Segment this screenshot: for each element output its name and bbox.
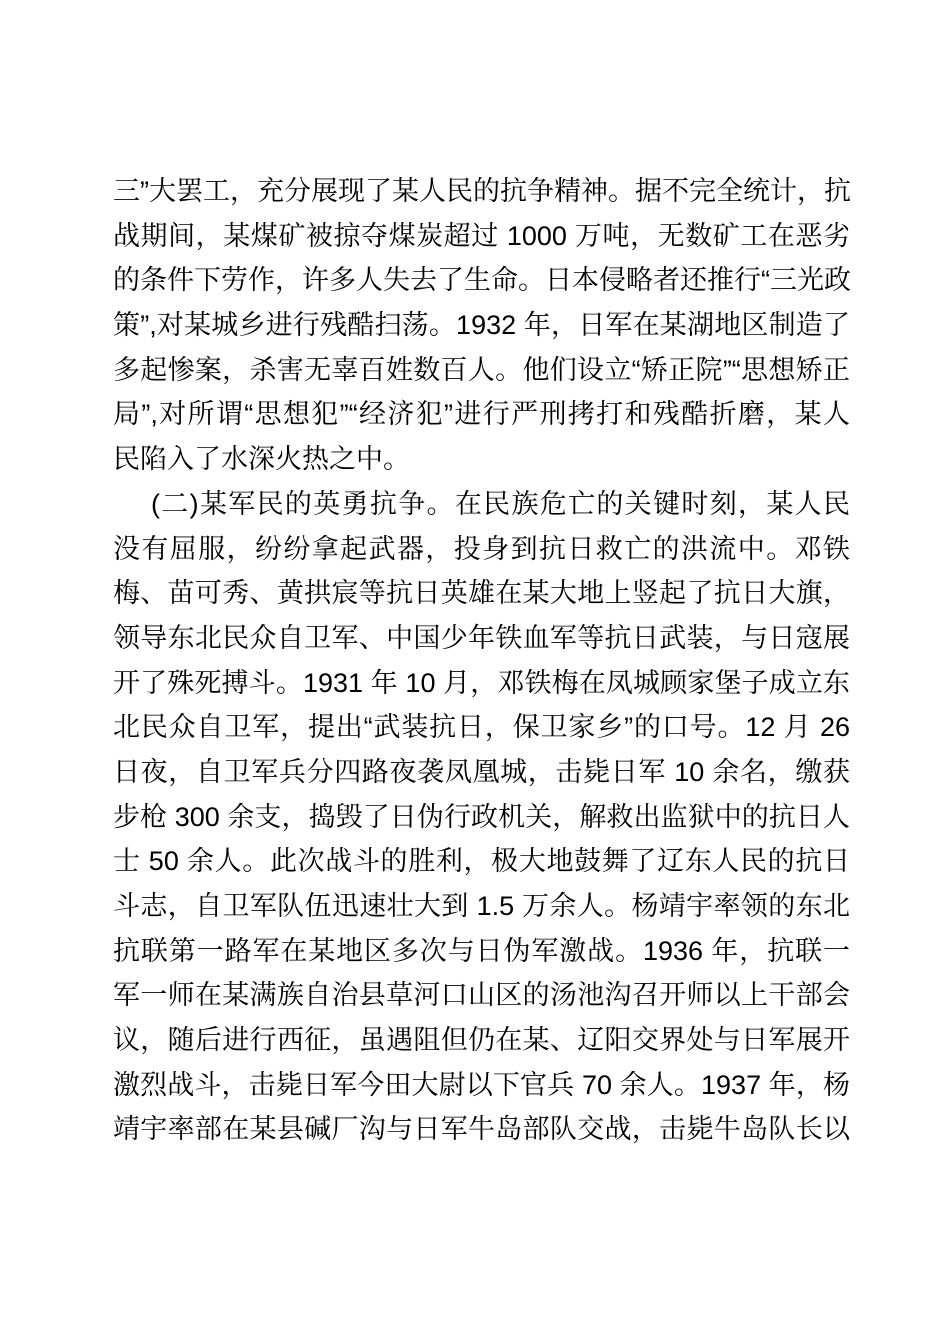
text-line: 三”大罢工，充分展现了某人民的抗争精神。据不完全统计，抗 <box>113 176 851 206</box>
text-line: 战期间，某煤矿被掠夺煤炭超过 1000 万吨，无数矿工在恶劣 <box>113 220 850 251</box>
text-line: 日夜，自卫军兵分四路夜袭凤凰城，击毙日军 10 余名，缴获 <box>113 756 850 787</box>
text-line: 开了殊死搏斗。1931 年 10 月，邓铁梅在凤城顾家堡子成立东 <box>113 667 850 698</box>
text-line: 北民众自卫军，提出“武装抗日，保卫家乡”的口号。12 月 26 <box>113 712 850 743</box>
text-line: 策”,对某城乡进行残酷扫荡。1932 年，日军在某湖地区制造了 <box>113 310 850 341</box>
text-line: 激烈战斗，击毙日军今田大尉以下官兵 70 余人。1937 年，杨 <box>113 1069 850 1100</box>
text-line: 靖宇率部在某县碱厂沟与日军牛岛部队交战，击毙牛岛队长以 <box>113 1114 850 1145</box>
text-line: 的条件下劳作，许多人失去了生命。日本侵略者还推行“三光政 <box>113 265 851 296</box>
text-line: 民陷入了水深火热之中。 <box>113 444 410 475</box>
text-line: 梅、苗可秀、黄拱宸等抗日英雄在某大地上竖起了抗日大旗， <box>113 578 850 609</box>
text-line: 军一师在某满族自治县草河口山区的汤池沟召开师以上干部会 <box>113 980 850 1011</box>
text-line: 抗联第一路军在某地区多次与日伪军激战。1936 年，抗联一 <box>113 935 850 966</box>
text-line: 局”,对所谓“思想犯”“经济犯”进行严刑拷打和残酷折磨，某人 <box>113 399 850 430</box>
text-line: 斗志，自卫军队伍迅速壮大到 1.5 万余人。杨靖宇率领的东北 <box>113 891 850 921</box>
text-line: (二)某军民的英勇抗争。在民族危亡的关键时刻，某人民 <box>151 488 850 519</box>
text-line: 士 50 余人。此次战斗的胜利，极大地鼓舞了辽东人民的抗日 <box>113 846 850 877</box>
text-line: 没有屈服，纷纷拿起武器，投身到抗日救亡的洪流中。邓铁 <box>113 533 850 564</box>
text-line: 领导东北民众自卫军、中国少年铁血军等抗日武装，与日寇展 <box>113 622 850 653</box>
text-line: 多起惨案，杀害无辜百姓数百人。他们设立“矫正院”“思想矫正 <box>113 354 850 385</box>
document-text-body <box>113 169 850 1152</box>
text-line: 步枪 300 余支，捣毁了日伪行政机关，解救出监狱中的抗日人 <box>113 801 850 832</box>
text-line: 议，随后进行西征，虽遇阻但仍在某、辽阳交界处与日军展开 <box>113 1025 850 1056</box>
